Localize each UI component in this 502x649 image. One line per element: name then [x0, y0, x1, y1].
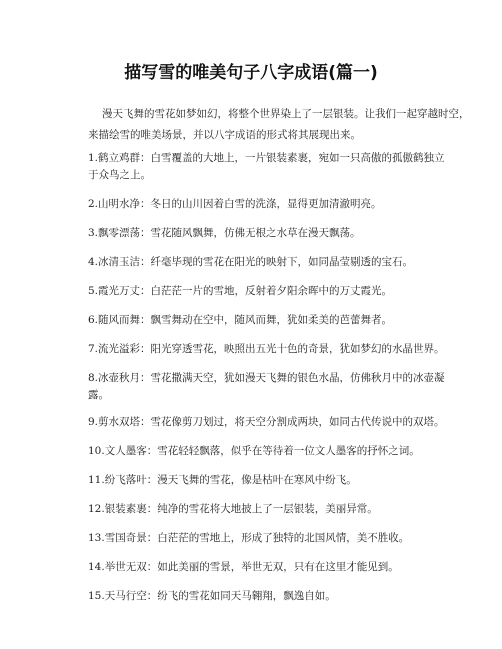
list-item-text: 7.流光溢彩：阳光穿透雪花，映照出五光十色的奇景，犹如梦幻的水晶世界。 [88, 343, 445, 355]
list-item [88, 341, 445, 358]
list-item-text: 5.霞光万丈：白茫茫一片的雪地，反射着夕阳余晖中的万丈霞光。 [88, 285, 393, 297]
list-item [88, 559, 430, 576]
list-item [88, 530, 430, 547]
list-item-text: 13.雪国奇景：白茫茫的雪地上，形成了独特的北国风情，美不胜收。 [88, 532, 410, 544]
list-item-text: 12.银装素裹：纯净的雪花将大地披上了一层银装，美丽异常。 [88, 503, 378, 515]
list-item [88, 283, 430, 300]
intro-line: 漫天飞舞的雪花如梦如幻，将整个世界染上了一层银装。让我们一起穿越时空， [102, 108, 470, 120]
list-item [88, 414, 445, 431]
list-item-text: 8.冰壶秋月：雪花撒满天空，犹如漫天飞舞的银色水晶，仿佛秋月中的冰壶凝 [88, 372, 445, 384]
list-item [88, 588, 430, 605]
intro-paragraph [88, 104, 470, 146]
list-item-text: 15.天马行空：纷飞的雪花如同天马翱翔，飘逸自如。 [88, 590, 336, 602]
list-item [88, 150, 445, 184]
intro-line: 来描绘雪的唯美场景，并以八字成语的形式将其展现出来。 [88, 129, 361, 141]
list-item [88, 196, 430, 213]
list-item [88, 443, 430, 460]
list-item [88, 501, 430, 518]
list-item-text: 于众鸟之上。 [88, 169, 151, 181]
list-item-text: 14.举世无双：如此美丽的雪景，举世无双，只有在这里才能见到。 [88, 561, 399, 573]
list-item-text: 11.纷飞落叶：漫天飞舞的雪花，像是枯叶在寒风中纷飞。 [88, 474, 357, 486]
list-item-text: 3.飘零漂荡：雪花随风飘舞，仿佛无根之水草在漫天飘荡。 [88, 227, 361, 239]
list-item [88, 472, 430, 489]
list-item-text: 9.剪水双塔：雪花像剪刀划过，将天空分割成两块，如同古代传说中的双塔。 [88, 416, 445, 428]
list-item-text: 4.冰清玉洁：纤毫毕现的雪花在阳光的映射下，如同晶莹剔透的宝石。 [88, 256, 414, 268]
list-item-text: 10.文人墨客：雪花轻轻飘落，似乎在等待着一位文人墨客的抒怀之词。 [88, 445, 420, 457]
list-item [88, 225, 430, 242]
list-item-text: 1.鹤立鸡群：白雪覆盖的大地上，一片银装素裹，宛如一只高傲的孤傲鹤独立 [88, 152, 445, 164]
list-item [88, 254, 430, 271]
page-title: 描写雪的唯美句子八字成语(篇一) [124, 63, 378, 83]
list-item-text: 2.山明水净：冬日的山川因着白雪的洗涤，显得更加清澈明亮。 [88, 198, 382, 210]
list-item [88, 370, 445, 404]
list-item [88, 312, 430, 329]
list-item-text: 6.随风而舞：飘雪舞动在空中，随风而舞，犹如柔美的芭蕾舞者。 [88, 314, 393, 326]
list-item-text: 露。 [88, 389, 109, 401]
